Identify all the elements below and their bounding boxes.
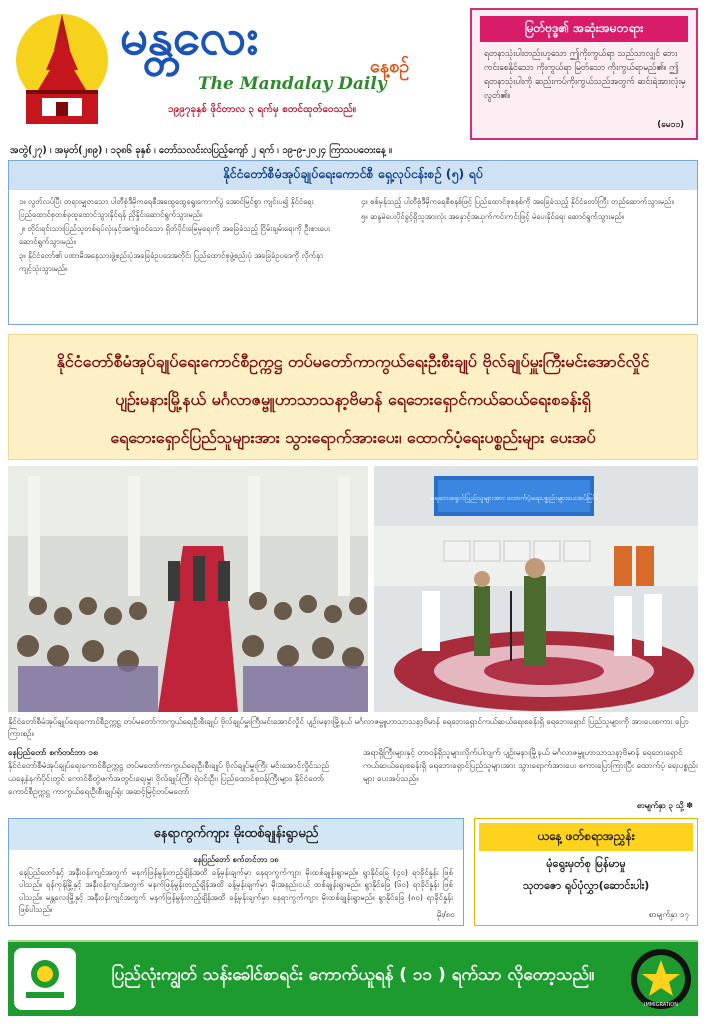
headline-line-1: နိုင်ငံတော်စီမံအုပ်ချုပ်ရေးကောင်စီဥက္ကဋ္ဌ တပ်မတော်ကာကွယ်ရေးဦးစီးချုပ် ဗိုလ်ချုပ်မှူးကြီးမင်းအောင်လှိုင် [56, 352, 650, 371]
masthead-daily-label: နေ့စဉ် [370, 56, 410, 77]
inside-guide-box [474, 818, 698, 926]
objective-item: ၃။ နိုင်ငံတော်၏ ပဏာမိအနေသားဖွဲ့စည်းပုံအခြေခံဥပဒေအတိုင်း ပြည်ထောင်စုဖွဲ့စည်းပုံ အခြေခံဥပဒေကို လိုက်နာ ကျင့်သုံးသွားမည်။ [19, 251, 324, 273]
lead-article-body [8, 746, 698, 798]
objective-item: ၄။ စစ်မှန်သည့် ပါတီစုံဒီမိုကရေစီစနစ်ဖြင့် ပြည်ထောင်စုစနစ်ကို အခြေခံသည့် နိုင်ငံတော်ကြီး တည်ဆောက်သွားမည်။ [361, 197, 674, 206]
dhamma-quote-text: ရတနာသုံးပါးတည်းဟူသော ဤကိုးကွယ်ရာ သည်သာလျှင် ဘေးကင်းစေနိုင်သော ကိုးကွယ်ရာ မြတ်သော ကိုးကွယ်ရာမည်၏။ ဤရတနာသုံးပါးကို ဆည်းကပ်ကိုးကွယ်သည်အတွက် ဆင်းရဲအားလုံးမှ လွတ်၏။ [484, 49, 686, 101]
census-logo-icon [14, 948, 76, 1010]
photo-banner-text: ရေဘေးရှောင်ပြည်သူများအား ထောက်ပံ့ရေးပစ္စည်းများပေးအပ်ခြင်း [430, 494, 598, 502]
inside-guide-page: စာမျက်နှာ ၁၇ [648, 910, 689, 919]
objectives-heading: နိုင်ငံတော်စီမံအုပ်ချုပ်ရေးကောင်စီ ရှေ့လုပ်ငန်းစဉ် (၅) ရပ် [9, 161, 697, 190]
issue-dateline: အတွဲ(၂၇) ၊ အမှတ်(၂၈၉) ၊ ၁၃၈၆ ခုနှစ် ၊ တော်သလင်းလပြည့်ကျော် ၂ ရက် ၊ ၁၉-၉-၂၀၂၄ ကြာသပတေးနေ့ ။ [10, 145, 392, 156]
dhamma-quote-number: (မေ၁၁) [657, 120, 684, 130]
photo-caption: နိုင်ငံတော်စီမံအုပ်ချုပ်ရေးကောင်စီဥက္ကဋ္ဌ တပ်မတော်ကာကွယ်ရေးဦးစီးချုပ် ဗိုလ်ချုပ်မှူးကြီးမင်းအောင်လှိုင် ပျဉ်းမနားမြို့နယ် မင်္ဂလာဇမ္ဗူဟာသာသနာ့ဗိမာန် ရေဘေးရှောင်ကယ်ဆယ်ရေးစခန်းရှိ ရေဘေးရှောင် ပြည်သူများကို အားပေးစကား ပြောကြားစဉ်။ [8, 717, 689, 738]
objective-item: ၂။ တိုင်းရင်းသားပြည်သူတစ်ရပ်လုံးနှင့်အကျုံးဝင်သော ရှိတ်ပိုင်းမြေမှုရေးကို အခြေခံသည့် ငြိမ်းချမ်းရေးကို ဦးစားပေး ဆောင်ရွက်သွားမည်။ [19, 224, 330, 246]
inside-guide-heading: ယနေ့ ဖတ်စရာအညွှန်း [479, 823, 693, 851]
photo-speech [374, 466, 698, 712]
lead-headline [8, 334, 698, 460]
photo-crowd-hall [8, 466, 368, 712]
immigration-logo-text: IMMIGRATION [644, 1002, 678, 1008]
masthead [8, 6, 464, 138]
masthead-english-title: The Mandalay Daily [198, 74, 387, 94]
article-col-left [8, 746, 343, 798]
continued-on-page: စာမျက်နှာ ၃ သို့ ✽ [636, 801, 693, 810]
weather-heading: နေရာကွက်ကျား မိုးထစ်ချုန်းရွာမည် [9, 819, 463, 850]
inside-guide-item[interactable]: မုံရွေးမှတ်စု မြန်မာမှု [546, 857, 626, 870]
census-banner-text: ပြည်လုံးကျွတ် သန်းခေါင်စာရင်း ကောက်ယူရန် ( ၁၁ ) ရက်သာ လိုတော့သည်။ [111, 965, 595, 985]
dhamma-quote-box [470, 8, 698, 140]
objectives-box [8, 160, 698, 325]
objective-item: ၅။ ဆန္ဒမဲပေးပိုင်ခွင့်ရှိသူအားလုံး အနှောင့်အယှက်ကင်းကင်းဖြင့် မဲပေးနိုင်ရေး ဆောင်ရွက်သွားမည်။ [361, 211, 625, 221]
weather-text: နေပြည်တော်နှင့် အနီးဝန်းကျင်အတွက် မနက်ဖြန်မွန်းတည့်ချိန်အထိ ခန့်မှန်းချက်မှာ နေရာကွက်ကျား မိုးထစ်ချုန်းရွာမည်။ ရွာနိုင်ခြေ (၄၀) ရာခိုင်နှုန်း ဖြစ်ပါသည်။ ရန်ကုန်မြို့နှင့် အနီးဝန်းကျင်အတွက် မနက်ဖြန်မွန်းတည့်ချိန်အထိ ခန့်မှန်းချက်မှာ မိုးအနည်းငယ် ထစ်ချုန်းရွာမည်။ ရွာနိုင်ခြေ (၆၀) ရာခိုင်နှုန်း ဖြစ်ပါသည်။ မန္တလေးမြို့နှင့် အနီးဝန်းကျင်အတွက် မနက်ဖြန်မွန်းတည့်ချိန်အထိ ခန့်မှန်းချက်မှာ နေရာကွက်ကျား မိုးထစ်ချုန်းရွာမည်။ ရွာနိုင်ခြေ (၈၀) ရာခိုင်နှုန်း ဖြစ်ပါသည်။ [19, 867, 453, 914]
headline-line-3: ရေဘေးရှောင်ပြည်သူများအား သွားရောက်အားပေး၊ ထောက်ပံ့ရေးပစ္စည်းများ ပေးအပ် [110, 428, 596, 447]
weather-dateline: နေပြည်တော် စက်တင်ဘာ ၁၈ [193, 855, 279, 864]
article-dateline: နေပြည်တော် စက်တင်ဘာ ၁၈ [8, 747, 98, 757]
objectives-col-left [19, 196, 345, 277]
dhamma-quote-heading: မြတ်ဗုဒ္ဓ၏ အဆုံးအမတရား [480, 16, 688, 42]
masthead-title: မန္တလေး [120, 8, 259, 66]
inside-guide-item[interactable]: သုတဇော ရုပ်ပုံလွှာ(ဆောင်းပါး) [522, 879, 650, 892]
article-text-left: နိုင်ငံတော်စီမံအုပ်ချုပ်ရေးကောင်စီဥက္ကဋ္ဌ တပ်မတော်ကာကွယ်ရေးဦးစီးချုပ် ဗိုလ်ချုပ်မှူးကြီး မင်းအောင်လှိုင်သည် ယနေ့နံနက်ပိုင်းတွင် ကောင်စီတွဲဖက်အတွင်းရေးမှူး ဗိုလ်ချုပ်ကြီး ရဲဝင်းဦး၊ ပြည်ထောင်စုဝန်ကြီးများ၊ နိုင်ငံတော်ကောင်စီဥက္ကဋ္ဌ ကာကွယ်ရေးဦးစီးချုပ်ရုံး အဆင့်မြင့်တပ်မတော် [8, 760, 330, 796]
article-text-right: အရာရှိကြီးများနှင့် တာဝန်ရှိသူများလိုက်ပါလျက် ပျဉ်းမနားမြို့နယ် မင်္ဂလာဇမ္ဗူဟာသာသနာ့ဗိမာန် ရေဘေးရှောင် ကယ်ဆယ်ရေးစခန်းရှိ ရေဘေးရှောင်ပြည်သူများအား သွားရောက်အားပေး စကားပြောကြားပြီး ထောက်ပံ့ ရေးပစ္စည်းများ ပေးအပ်သည်။ [363, 747, 698, 783]
objective-item: ၁။ လွတ်လပ်ပြီး တရားမျှတသော ပါတီစုံဒီမိုကရေစီအထွေထွေရွေးကောက်ပွဲ အောင်မြင်စွာ ကျင်းပ၍ နိုင်ငံရေး ပြည်ထောင်စုတစ်ခုထူထောင်သွားနိုင်ရန် ညှိနှိုင်းဆောင်ရွက်သွားမည်။ [19, 197, 314, 219]
pagoda-logo-icon [12, 10, 112, 128]
objectives-col-right [361, 196, 687, 277]
weather-text-block [9, 850, 463, 921]
established-line: ၁၉၉၇ခုနှစ် ဖိုင်တာလ ၃ ရက်မှ စတင်ထုတ်ဝေသည်။ [168, 104, 356, 115]
weather-number: မိုး/၈၀ [436, 910, 455, 919]
immigration-emblem-icon [630, 948, 692, 1010]
article-col-right [363, 746, 698, 798]
headline-line-2: ပျဉ်းမနားမြို့နယ် မင်္ဂလာဇမ္ဗူဟာသာသနာ့ဗိမာန် ရေဘေးရှောင်ကယ်ဆယ်ရေးစခန်းရှိ [115, 390, 591, 409]
census-banner [8, 940, 698, 1016]
weather-box [8, 818, 464, 926]
